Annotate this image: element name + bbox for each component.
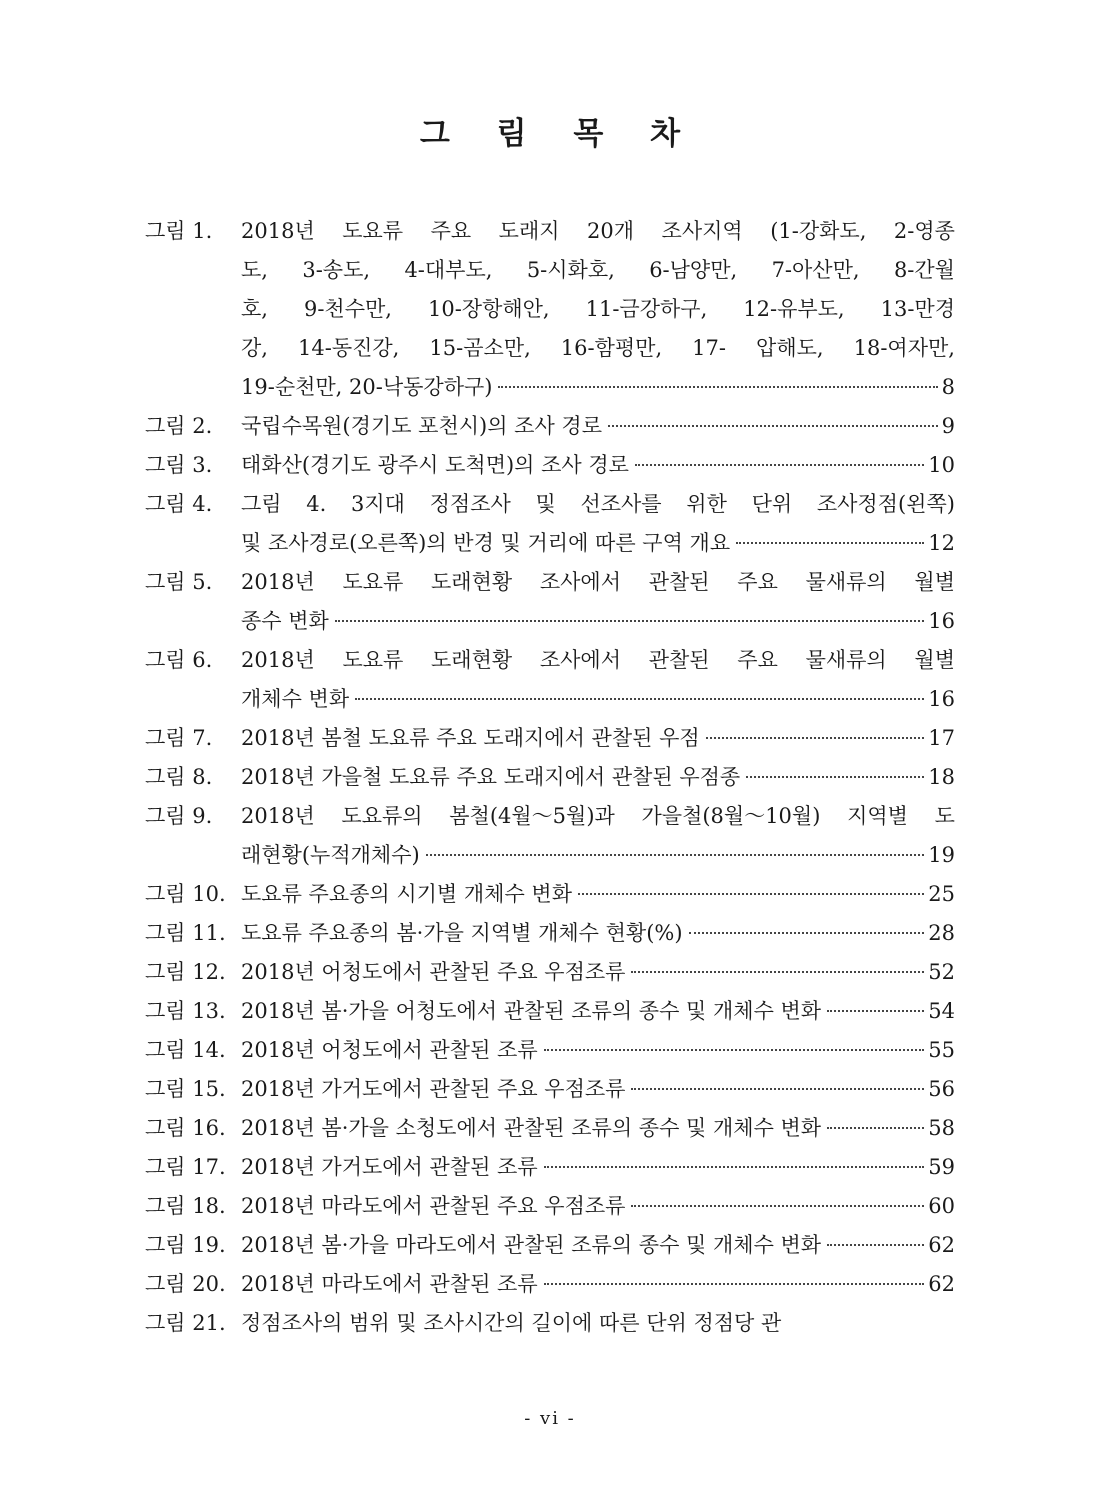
page-number: 58 — [928, 1116, 955, 1140]
caption-word: 월별 — [914, 570, 955, 594]
figure-number: 그림 20. — [145, 1272, 226, 1296]
caption-word: 도 — [934, 804, 955, 828]
toc-entry[interactable] — [145, 446, 955, 485]
toc-entry[interactable] — [145, 212, 955, 407]
figure-number: 그림 5. — [145, 570, 213, 594]
toc-entry[interactable] — [145, 641, 955, 719]
table-of-figures — [145, 212, 955, 1343]
caption-word: 주요 — [737, 648, 778, 672]
caption-line: 2018년 가거도에서 관찰된 조류 — [241, 1155, 538, 1179]
figure-caption — [241, 1070, 955, 1109]
caption-line: 2018년 봄·가을 소청도에서 관찰된 조류의 종수 및 개체수 변화 — [241, 1116, 822, 1140]
toc-entry[interactable] — [145, 1148, 955, 1187]
caption-word: 호, — [241, 297, 268, 321]
caption-line: 2018년 마라도에서 관찰된 주요 우점조류 — [241, 1194, 626, 1218]
figure-caption — [241, 992, 955, 1031]
caption-word: 지역별 — [847, 804, 908, 828]
caption-word: 도래현황 — [431, 570, 513, 594]
figure-caption — [241, 563, 955, 641]
toc-entry[interactable] — [145, 1187, 955, 1226]
page-number: 59 — [928, 1155, 955, 1179]
caption-line: 도요류 주요종의 시기별 개체수 변화 — [241, 882, 572, 906]
caption-word: 14-동진강, — [298, 336, 400, 360]
caption-word: 2-영종 — [893, 219, 955, 243]
caption-line: 태화산(경기도 광주시 도척면)의 조사 경로 — [241, 453, 629, 477]
toc-entry[interactable] — [145, 1031, 955, 1070]
figure-number: 그림 12. — [145, 960, 226, 984]
toc-entry[interactable] — [145, 485, 955, 563]
figure-number: 그림 6. — [145, 648, 213, 672]
caption-word: (1-강화도, — [770, 219, 867, 243]
dot-leader — [631, 1205, 924, 1207]
caption-word: 11-금강하구, — [585, 297, 708, 321]
caption-word: 6-남양만, — [649, 258, 738, 282]
toc-entry[interactable] — [145, 953, 955, 992]
caption-word: 10-장항해안, — [427, 297, 550, 321]
figure-caption — [241, 407, 955, 446]
caption-line: 2018년 봄·가을 마라도에서 관찰된 조류의 종수 및 개체수 변화 — [241, 1233, 822, 1257]
toc-entry[interactable] — [145, 914, 955, 953]
page-title: 그 림 목 차 — [419, 116, 699, 152]
page-number: 17 — [928, 726, 955, 750]
caption-line: 2018년 어청도에서 관찰된 조류 — [241, 1038, 538, 1062]
figure-caption — [241, 758, 955, 797]
toc-entry[interactable] — [145, 1226, 955, 1265]
toc-entry[interactable] — [145, 1304, 955, 1343]
caption-word: 조사에서 — [539, 570, 622, 594]
toc-entry[interactable] — [145, 797, 955, 875]
caption-word: 17- — [692, 336, 726, 360]
caption-word: 9-천수만, — [303, 297, 392, 321]
page-number: 19 — [928, 843, 955, 867]
figure-number: 그림 17. — [145, 1155, 226, 1179]
page-number: 62 — [928, 1272, 955, 1296]
page-number: 10 — [928, 453, 955, 477]
caption-line: 2018년 봄철 도요류 주요 도래지에서 관찰된 우점 — [241, 726, 700, 750]
page-number-footer: - vi - — [524, 1408, 576, 1429]
caption-word: 5-시화호, — [526, 258, 615, 282]
caption-word: 도, — [241, 258, 268, 282]
page-number: 25 — [928, 882, 955, 906]
figure-caption — [241, 797, 955, 875]
figure-number: 그림 16. — [145, 1116, 226, 1140]
caption-word: 12-유부도, — [743, 297, 845, 321]
caption-word: 봄철(4월～5월)과 — [449, 804, 615, 828]
figure-caption — [241, 485, 955, 563]
caption-word: 조사지역 — [661, 219, 743, 243]
caption-word: 가을철(8월～10월) — [641, 804, 821, 828]
caption-word: 8-간월 — [893, 258, 955, 282]
figure-number: 그림 10. — [145, 882, 226, 906]
caption-word: 도요류 — [342, 219, 404, 243]
caption-word: 물새류의 — [805, 648, 887, 672]
toc-entry[interactable] — [145, 1070, 955, 1109]
dot-leader — [706, 737, 925, 739]
figure-caption — [241, 719, 955, 758]
figure-number: 그림 11. — [145, 921, 226, 945]
dot-leader — [631, 1088, 924, 1090]
caption-word: 도요류 — [342, 570, 404, 594]
figure-caption — [241, 1148, 955, 1187]
toc-entry[interactable] — [145, 563, 955, 641]
caption-word: 4. — [306, 492, 327, 516]
caption-word: 월별 — [914, 648, 955, 672]
caption-word: 15-곰소만, — [429, 336, 531, 360]
caption-word: 단위 — [751, 492, 793, 516]
caption-word: 및 — [535, 492, 556, 516]
figure-caption — [241, 1031, 955, 1070]
page-number: 16 — [928, 687, 955, 711]
caption-word: 주요 — [430, 219, 472, 243]
figure-caption — [241, 212, 955, 407]
figure-caption — [241, 1109, 955, 1148]
toc-entry[interactable] — [145, 758, 955, 797]
caption-line: 2018년 가거도에서 관찰된 주요 우점조류 — [241, 1077, 626, 1101]
dot-leader — [544, 1166, 925, 1168]
caption-word: 조사정점(왼쪽) — [816, 492, 955, 516]
dot-leader — [426, 854, 925, 856]
caption-line: 국립수목원(경기도 포천시)의 조사 경로 — [241, 414, 602, 438]
figure-number: 그림 15. — [145, 1077, 226, 1101]
caption-word: 관찰된 — [648, 570, 710, 594]
page-number: 18 — [928, 765, 955, 789]
caption-word: 그림 — [241, 492, 282, 516]
caption-line: 2018년 어청도에서 관찰된 주요 우점조류 — [241, 960, 626, 984]
caption-word: 3지대 — [351, 492, 405, 516]
caption-word: 2018년 — [241, 648, 315, 672]
dot-leader — [544, 1049, 925, 1051]
figure-number: 그림 21. — [145, 1311, 226, 1335]
caption-word: 선조사를 — [580, 492, 662, 516]
dot-leader — [827, 1127, 924, 1129]
caption-word: 16-함평만, — [560, 336, 663, 360]
caption-word: 강, — [241, 336, 268, 360]
caption-line: 래현황(누적개체수) — [241, 843, 420, 867]
caption-line: 19-순천만, 20-낙동강하구) — [241, 375, 493, 399]
caption-word: 3-송도, — [302, 258, 371, 282]
figure-number: 그림 7. — [145, 726, 213, 750]
page-number: 9 — [941, 414, 955, 438]
page-number: 16 — [928, 609, 955, 633]
dot-leader — [827, 1244, 924, 1246]
dot-leader — [498, 386, 937, 388]
caption-word: 도요류의 — [341, 804, 423, 828]
figure-number: 그림 8. — [145, 765, 213, 789]
figure-number: 그림 3. — [145, 453, 213, 477]
dot-leader — [827, 1010, 924, 1012]
page-number: 60 — [928, 1194, 955, 1218]
page-number: 12 — [928, 531, 955, 555]
caption-word: 20개 — [587, 219, 635, 243]
caption-word: 관찰된 — [648, 648, 710, 672]
dot-leader — [736, 542, 924, 544]
figure-caption — [241, 1187, 955, 1226]
caption-word: 도래지 — [498, 219, 560, 243]
caption-line: 및 조사경로(오른쪽)의 반경 및 거리에 따른 구역 개요 — [241, 531, 731, 555]
dot-leader — [635, 464, 924, 466]
figure-caption — [241, 875, 955, 914]
caption-word: 주요 — [737, 570, 778, 594]
caption-line: 2018년 마라도에서 관찰된 조류 — [241, 1272, 538, 1296]
figure-number: 그림 19. — [145, 1233, 226, 1257]
caption-line: 도요류 주요종의 봄·가을 지역별 개체수 현황(%) — [241, 921, 683, 945]
figure-caption — [241, 1226, 955, 1265]
toc-entry[interactable] — [145, 875, 955, 914]
caption-word: 물새류의 — [805, 570, 887, 594]
figure-number: 그림 13. — [145, 999, 226, 1023]
caption-word: 2018년 — [241, 570, 315, 594]
figure-number: 그림 14. — [145, 1038, 226, 1062]
toc-entry[interactable] — [145, 407, 955, 446]
figure-number: 그림 18. — [145, 1194, 226, 1218]
dot-leader — [689, 932, 925, 934]
caption-word: 위한 — [686, 492, 727, 516]
dot-leader — [608, 425, 938, 427]
dot-leader — [355, 698, 924, 700]
figure-caption — [241, 953, 955, 992]
figure-caption — [241, 914, 955, 953]
caption-line: 2018년 봄·가을 어청도에서 관찰된 조류의 종수 및 개체수 변화 — [241, 999, 822, 1023]
page-number: 54 — [928, 999, 955, 1023]
caption-word: 조사에서 — [539, 648, 622, 672]
page-number: 28 — [928, 921, 955, 945]
dot-leader — [544, 1283, 925, 1285]
caption-line: 2018년 가을철 도요류 주요 도래지에서 관찰된 우점종 — [241, 765, 741, 789]
caption-word: 도래현황 — [431, 648, 513, 672]
figure-number: 그림 2. — [145, 414, 213, 438]
toc-entry[interactable] — [145, 1109, 955, 1148]
toc-entry[interactable] — [145, 1265, 955, 1304]
caption-line: 정점조사의 범위 및 조사시간의 길이에 따른 단위 정점당 관 — [241, 1311, 782, 1335]
caption-word: 13-만경 — [880, 297, 955, 321]
dot-leader — [335, 620, 924, 622]
caption-word: 정점조사 — [429, 492, 511, 516]
page-number: 55 — [928, 1038, 955, 1062]
figure-caption — [241, 641, 955, 719]
toc-entry[interactable] — [145, 719, 955, 758]
dot-leader — [631, 971, 924, 973]
dot-leader — [746, 776, 924, 778]
figure-caption — [241, 1265, 955, 1304]
page-number: 62 — [928, 1233, 955, 1257]
figure-caption — [241, 1304, 955, 1343]
figure-number: 그림 1. — [145, 219, 213, 243]
page-number: 52 — [928, 960, 955, 984]
caption-word: 4-대부도, — [404, 258, 493, 282]
caption-word: 압해도, — [756, 336, 824, 360]
caption-word: 2018년 — [241, 219, 315, 243]
caption-word: 18-여자만, — [853, 336, 955, 360]
figure-number: 그림 4. — [145, 492, 213, 516]
page-number: 56 — [928, 1077, 955, 1101]
figure-number: 그림 9. — [145, 804, 213, 828]
caption-word: 도요류 — [342, 648, 404, 672]
dot-leader — [578, 893, 924, 895]
page-number: 8 — [941, 375, 955, 399]
caption-line: 종수 변화 — [241, 609, 329, 633]
caption-word: 2018년 — [241, 804, 315, 828]
caption-word: 7-아산만, — [771, 258, 860, 282]
figure-caption — [241, 446, 955, 485]
caption-line: 개체수 변화 — [241, 687, 350, 711]
toc-entry[interactable] — [145, 992, 955, 1031]
